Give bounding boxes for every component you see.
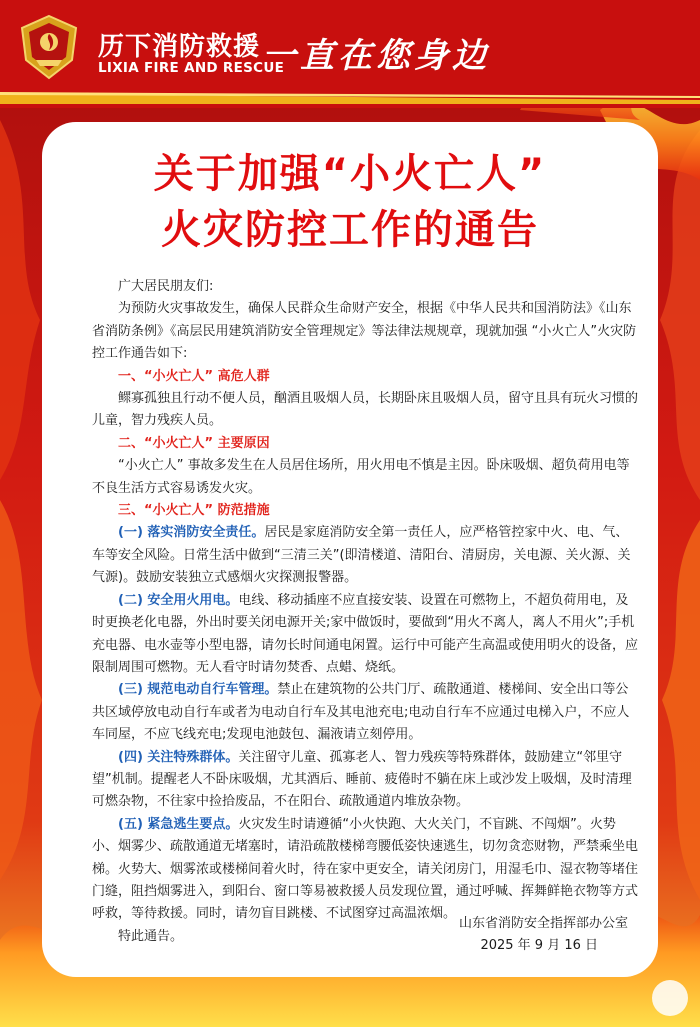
measure-5 [92, 814, 640, 926]
section-1-heading: 一、“小火亡人” 高危人群 [118, 368, 270, 384]
measure-1-text: 居民是家庭消防安全第一责任人，应严格管控家中火、电、气、车等安全风险。日常生活中做到“三清三关”(即清楼道、清阳台、清厨房，关电源、关火源、关气源)。鼓励安装独立式感烟火灾探测报警器。 [92, 525, 631, 586]
header-stripe [0, 92, 700, 104]
measure-4-text: 关注留守儿童、孤寡老人、智力残疾等特殊群体，鼓励建立“邻里守望”机制。提醒老人不卧床吸烟，尤其酒后、睡前、疲倦时不躺在床上或沙发上吸烟，及时清理可燃杂物，不往家中捡拾废品，不在阳台、疏散通道内堆放杂物。 [92, 749, 632, 810]
closing-line: 特此通告。 [118, 928, 184, 944]
measure-2 [92, 590, 640, 680]
watermark-stamp-icon [652, 980, 688, 1016]
measure-3 [92, 679, 640, 746]
section-1-text: 鳏寡孤独且行动不便人员，酗酒且吸烟人员，长期卧床且吸烟人员，留守且具有玩火习惯的儿童，智力残疾人员。 [92, 391, 639, 429]
measure-5-text: 火灾发生时请遵循“小火快跑、大火关门，不盲跳、不闯烟”。火势小、烟雾少、疏散通道无堵塞时，请沿疏散楼梯弯腰低姿快速逃生，切勿贪恋财物，严禁乘坐电梯。火势大、烟雾浓或楼梯间着火时，待在家中更安全，请关闭房门，用湿毛巾、湿衣物等堵住门缝，阻挡烟雾进入，到阳台、窗口等易被救援人员发现位置，通过呼喊、挥舞鲜艳衣物等方式呼救，等待救援。同时，请勿盲目跳楼、不试图穿过高温浓烟。 [92, 816, 639, 922]
measure-3-text: 禁止在建筑物的公共门厅、疏散通道、楼梯间、安全出口等公共区域停放电动自行车或者为电动自行车及其电池充电;电动自行车不应通过电梯入户，不应人车同屋，不应飞线充电;发现电池鼓包、漏液请立刻停用。 [92, 682, 630, 743]
measure-4-heading: (四) 关注特殊群体。 [118, 749, 239, 765]
measure-2-text: 电线、移动插座不应直接安装、设置在可燃物上，不超负荷用电，及时更换老化电器，外出时要关闭电源开关;家中做饭时，要做到“用火不离人，离人不用火”;手机充电器、电水壶等小型电器，请勿长时间通电闲置。运行中可能产生高温或使用明火的设备，应限制周围可燃物。无人看守时请勿焚香、点蜡、烧纸。 [92, 592, 639, 675]
notice-body [92, 276, 640, 948]
fire-rescue-emblem-icon [18, 14, 80, 80]
measure-2-heading: (二) 安全用火用电。 [118, 592, 239, 608]
intro-paragraph: 为预防火灾事故发生，确保人民群众生命财产安全，根据《中华人民共和国消防法》《山东省消防条例》《高层民用建筑消防安全管理规定》等法律法规规章，现就加强 “小火亡人”火灾防控工作通告如下: [92, 301, 637, 362]
measure-5-heading: (五) 紧急逃生要点。 [118, 816, 239, 832]
notice-title-line-2: 火灾防控工作的通告 [161, 207, 539, 253]
org-name-cn: 历下消防救援 [98, 32, 261, 62]
section-2-text: “小火亡人” 事故多发生在人员居住场所，用火用电不慎是主因。卧床吸烟、超负荷用电等不良生活方式容易诱发火灾。 [92, 458, 630, 496]
measure-4 [92, 747, 640, 814]
org-name-en: LIXIA FIRE AND RESCUE [98, 60, 285, 76]
measure-1-heading: (一) 落实消防安全责任。 [118, 525, 265, 541]
measure-1 [92, 522, 640, 589]
slogan: 一直在您身边 [262, 36, 490, 76]
notice-title-line-1: 关于加强“小火亡人” [153, 151, 547, 197]
section-2-heading: 二、“小火亡人” 主要原因 [118, 435, 270, 451]
measure-3-heading: (三) 规范电动自行车管理。 [118, 682, 278, 698]
section-3-heading: 三、“小火亡人” 防范措施 [118, 503, 270, 519]
issue-date: 2025 年 9 月 16 日 [480, 938, 598, 953]
signer: 山东省消防安全指挥部办公室 [458, 916, 628, 931]
greeting: 广大居民朋友们: [118, 279, 214, 294]
